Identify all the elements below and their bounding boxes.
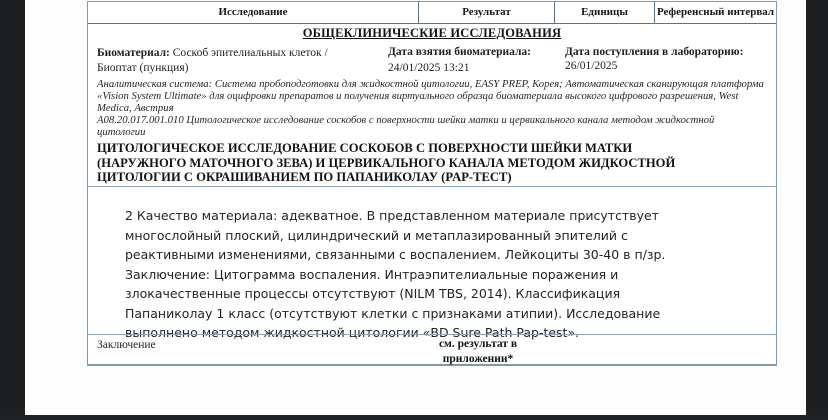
study-info-cell bbox=[88, 41, 776, 187]
collection-date-label: Дата взятия биоматериала: bbox=[388, 46, 531, 58]
column-header-reference-interval: Референсный интервал bbox=[656, 6, 775, 18]
biomaterial-label: Биоматериал: bbox=[97, 47, 170, 59]
conclusion-label: Заключение bbox=[97, 339, 156, 351]
table-header-row bbox=[88, 2, 776, 24]
conclusion-row bbox=[88, 334, 776, 364]
study-title: ЦИТОЛОГИЧЕСКОЕ ИССЛЕДОВАНИЕ СОСКОБОВ С ПОВЕРХНОСТИ ШЕЙКИ МАТКИ (НАРУЖНОГО МАТОЧНОГО ЗЕВА) И ЦЕРВИКАЛЬНОГО КАНАЛА МЕТОДОМ ЖИДКОСТНОЙ ЦИТОЛОГИИ С ОКРАШИВАНИЕМ ПО ПАПАНИКОЛАУ (PAP-ТЕСТ) bbox=[97, 141, 676, 184]
collection-date-value: 24/01/2025 13:21 bbox=[388, 62, 470, 74]
received-date-value: 26/01/2025 bbox=[565, 60, 618, 72]
service-code-note: A08.20.017.001.010 Цитологическое исследование соскобов с поверхности шейки матки и цервикального канала методом жидкостной цитологии bbox=[97, 114, 715, 139]
left-black-bar bbox=[0, 0, 25, 415]
conclusion-value: см. результат в приложении* bbox=[438, 338, 518, 365]
column-header-study: Исследование bbox=[88, 2, 419, 23]
column-header-units: Единицы bbox=[555, 2, 655, 23]
lab-results-table bbox=[87, 1, 777, 366]
column-header-result: Результат bbox=[419, 2, 555, 23]
section-title: ОБЩЕКЛИНИЧЕСКИЕ ИССЛЕДОВАНИЯ bbox=[302, 26, 562, 40]
section-row bbox=[88, 24, 776, 41]
bottom-black-bar bbox=[0, 415, 828, 420]
result-text: 2 Качество материала: адекватное. В представленном материале присутствует многослойный плоский, цилиндрический и метаплазированный эпителий с реактивными изменениями, связанными с воспалением. Лейкоциты 30-40 в п/зр. Заключение: Цитограмма воспаления. Интраэпителиальные поражения и злокачественные процессы отсутствуют (NILM TBS, 2014). Классификация Папаниколау 1 класс (отсутствуют клетки с признаками атипии). Исследование выполнено методом жидкостной цитологии «BD Sure Path Pap-test». bbox=[125, 208, 666, 340]
right-black-bar bbox=[806, 0, 828, 415]
biomaterial bbox=[97, 46, 349, 76]
result-cell bbox=[88, 186, 776, 340]
analytic-system-note: Аналитическая система: Система пробоподготовки для жидкостной цитологии, EASY PREP, Корея; Автоматическая сканирующая платформа «Vision System Ultimate» для оцифровки препаратов и получения виртуального образца биоматериала высокого цифрового разрешения, West Medica, Австрия bbox=[97, 78, 764, 115]
received-date-label: Дата поступления в лабораторию: bbox=[565, 46, 744, 58]
biomaterial-value: Соскоб эпителиальных клеток / Биоптат (пункция) bbox=[97, 47, 328, 74]
